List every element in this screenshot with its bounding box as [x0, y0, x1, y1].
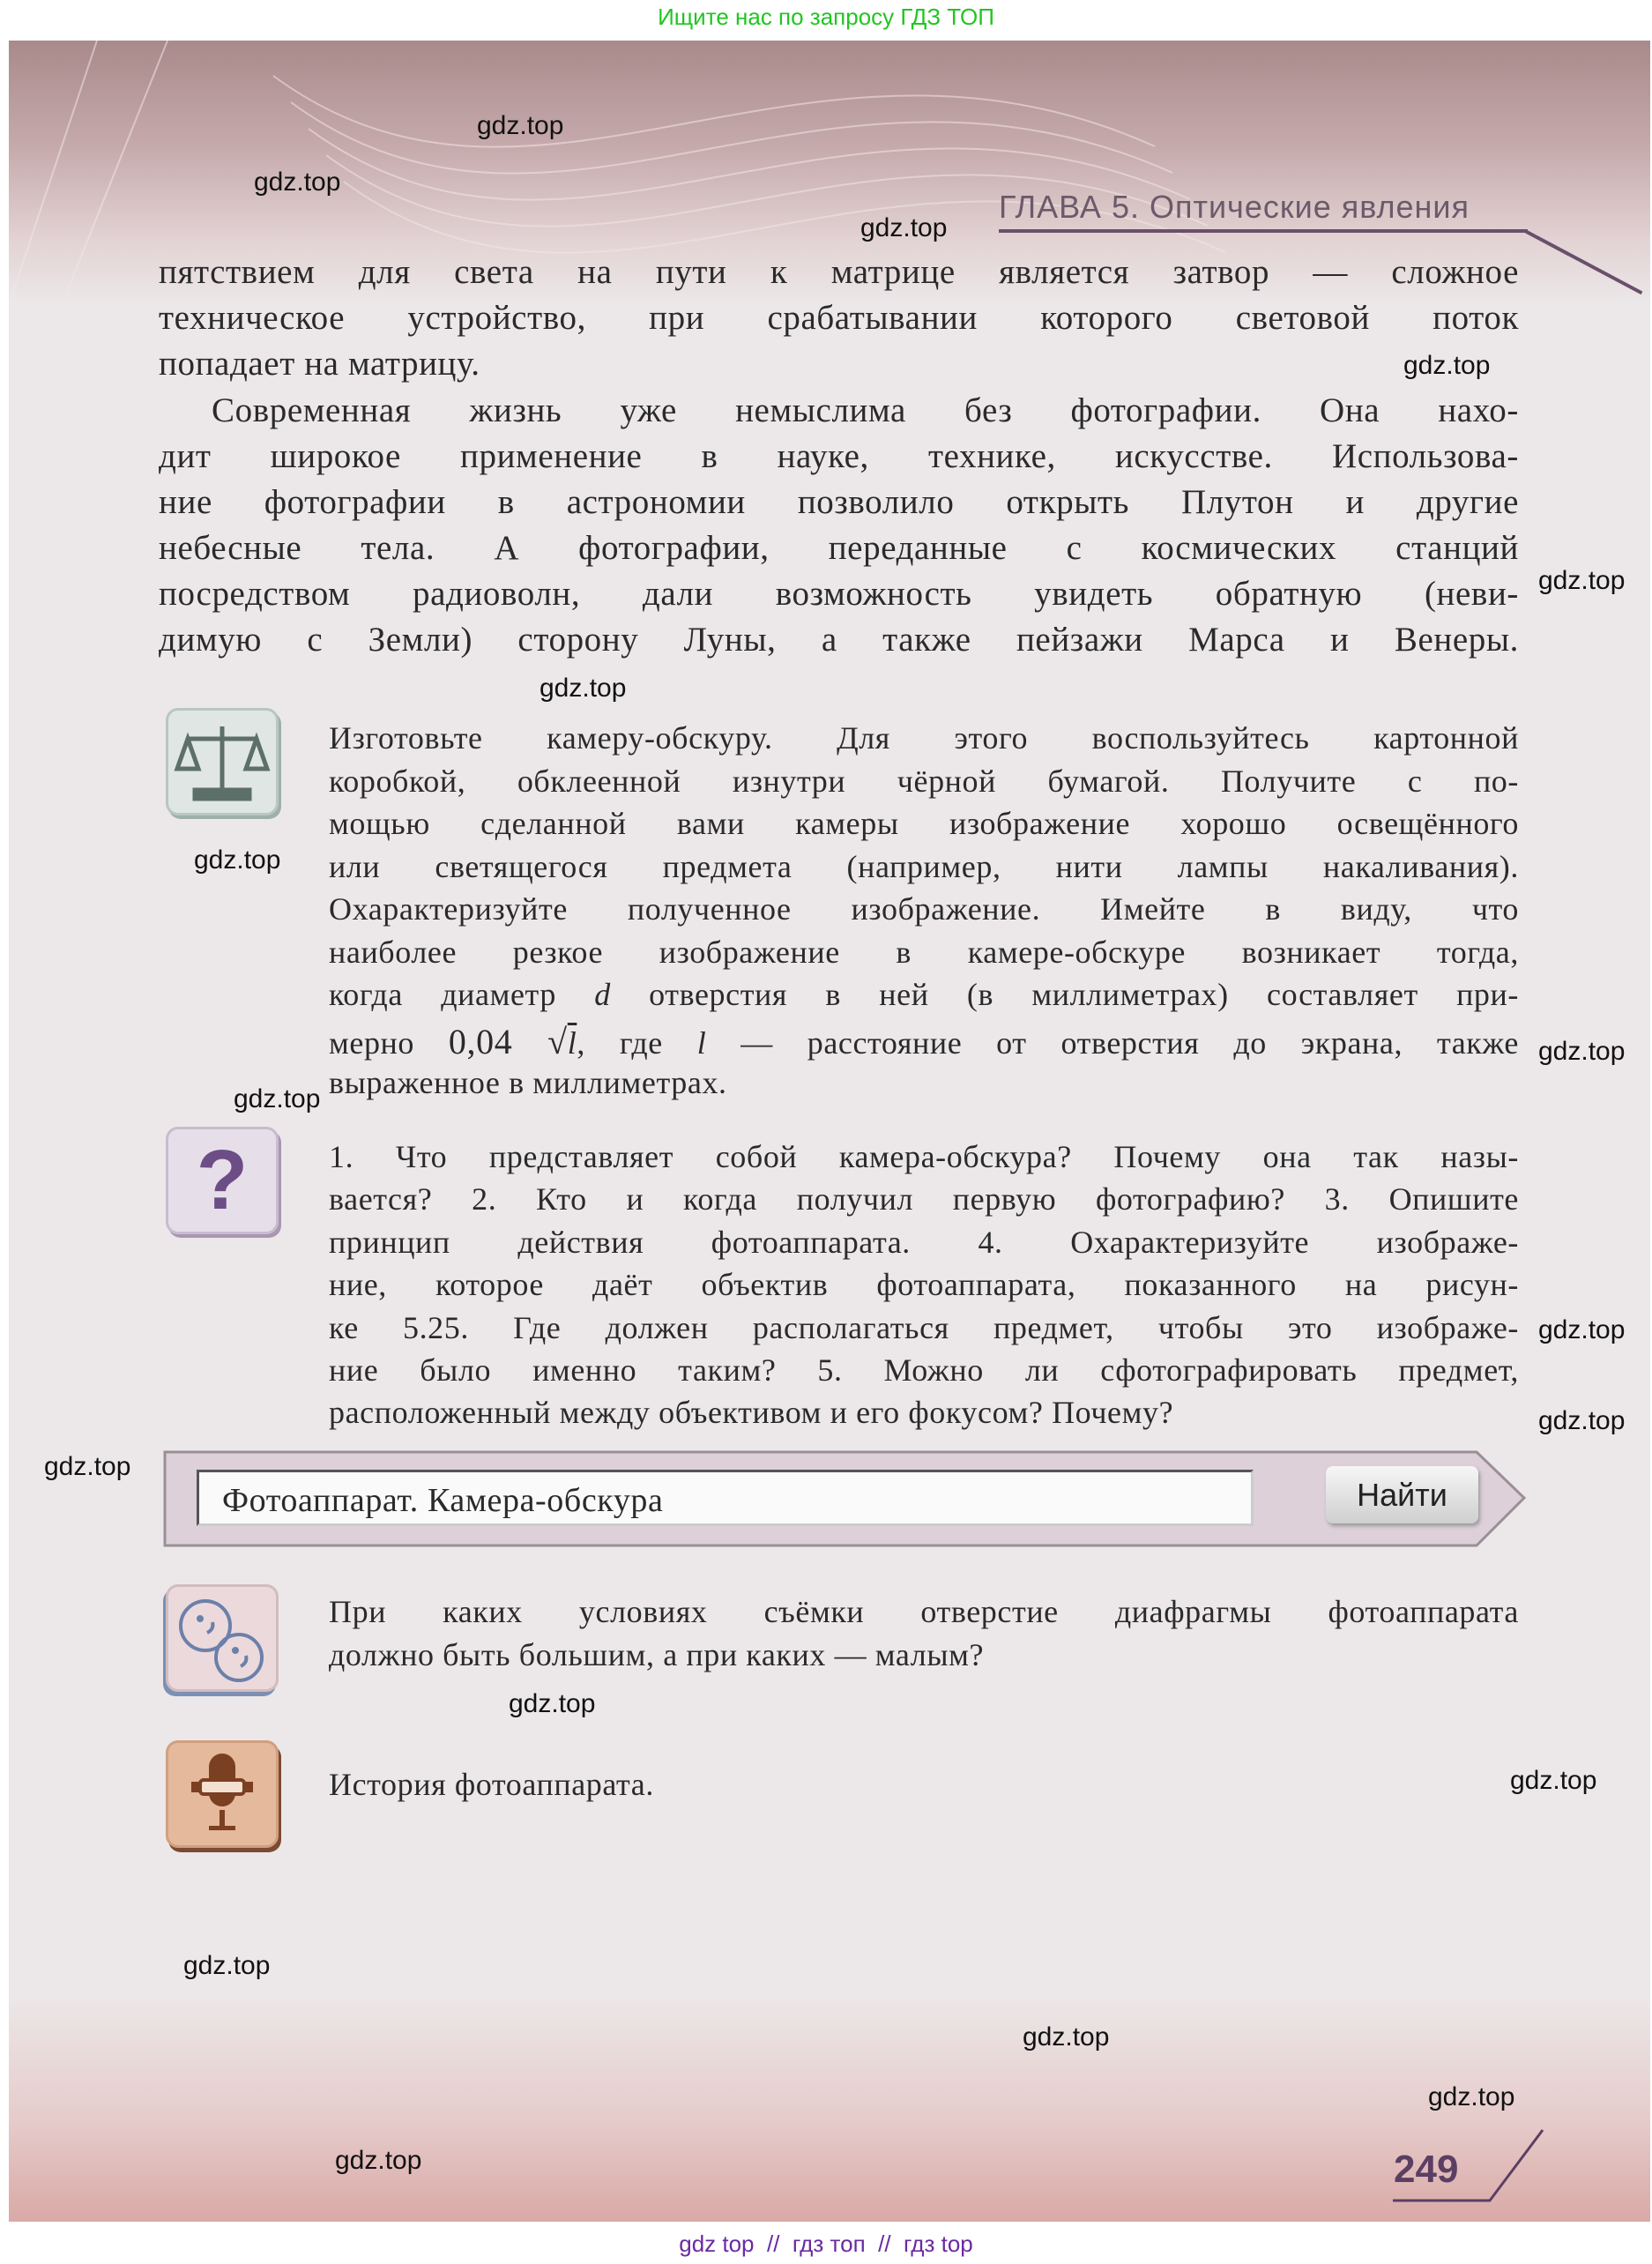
text-line: История фотоаппарата. [329, 1767, 654, 1802]
question-icon: ? [166, 1127, 279, 1234]
question-line: ке 5.25. Где должен располагаться предмет, чтобы это изображе- [329, 1310, 1519, 1345]
watermark: gdz.top [1538, 566, 1626, 595]
watermark: gdz.top [1510, 1766, 1597, 1795]
text-line: Изготовьте камеру-обскуру. Для этого воспользуйтесь картонной [329, 720, 1519, 756]
textbook-page [9, 41, 1650, 2222]
formula: 0,04 √ [448, 1022, 568, 1061]
chapter-title: ГЛАВА 5. Оптические явления [999, 189, 1470, 225]
question-line: расположенный между объективом и его фокусом? Почему? [329, 1395, 1174, 1430]
watermark: gdz.top [1023, 2022, 1110, 2052]
question-line: принцип действия фотоаппарата. 4. Охарактеризуйте изображе- [329, 1225, 1519, 1260]
text-line [329, 976, 1519, 1013]
bottom-banner-text: gdz top // гдз топ // гдз top [679, 2230, 973, 2257]
search-button[interactable]: Найти [1326, 1466, 1478, 1523]
text-line: небесные тела. А фотографии, переданные с космических станций [159, 529, 1519, 567]
text: отверстия в ней (в миллиметрах) составляет при- [610, 977, 1519, 1012]
text: — расстояние от отверстия до экрана, также [706, 1025, 1519, 1061]
chapter-underline [999, 229, 1528, 233]
watermark: gdz.top [194, 845, 281, 875]
text-line: дит широкое применение в науке, технике, искусстве. Использова- [159, 437, 1519, 475]
question-line: ние было именно таким? 5. Можно ли сфотографировать предмет, [329, 1352, 1519, 1388]
text-line: наиболее резкое изображение в камере-обскуре возникает тогда, [329, 935, 1519, 970]
watermark: gdz.top [335, 2146, 422, 2175]
text-line [329, 1021, 1519, 1062]
watermark: gdz.top [860, 213, 948, 242]
question-line: ние, которое даёт объектив фотоаппарата, показанного на рисун- [329, 1267, 1519, 1302]
text-line: пятствием для света на пути к матрице является затвор — сложное [159, 253, 1519, 291]
text-line: Охарактеризуйте полученное изображение. Имейте в виду, что [329, 891, 1519, 927]
text: мерно [329, 1025, 449, 1061]
variable-d: d [594, 977, 611, 1012]
watermark: gdz.top [1403, 351, 1491, 380]
scales-icon [166, 708, 279, 815]
text-line: Современная жизнь уже немыслима без фотографии. Она нахо- [212, 391, 1519, 429]
search-bar [163, 1449, 1526, 1548]
text: когда диаметр [329, 977, 595, 1012]
watermark: gdz.top [1538, 1037, 1626, 1066]
watermark: gdz.top [44, 1452, 131, 1481]
smiles-icon [166, 1584, 279, 1692]
text-line: или светящегося предмета (например, нити лампы накаливания). [329, 849, 1519, 884]
text-line: При каких условиях съёмки отверстие диафрагмы фотоаппарата [329, 1594, 1519, 1629]
watermark: gdz.top [477, 111, 564, 140]
text-line: техническое устройство, при срабатывании которого световой поток [159, 299, 1519, 337]
watermark: gdz.top [1538, 1406, 1626, 1435]
page-number-underline [1384, 2121, 1560, 2209]
watermark: gdz.top [540, 674, 627, 703]
text-line: мощью сделанной вами камеры изображение хорошо освещённого [329, 806, 1519, 841]
watermark: gdz.top [1428, 2082, 1515, 2111]
watermark: gdz.top [1538, 1315, 1626, 1344]
text-line: выраженное в миллиметрах. [329, 1065, 727, 1100]
watermark: gdz.top [183, 1951, 271, 1980]
text-line: димую с Земли) сторону Луны, а также пейзажи Марса и Венеры. [159, 621, 1519, 659]
variable-l: l [567, 1025, 577, 1061]
watermark: gdz.top [509, 1689, 596, 1718]
question-line: вается? 2. Кто и когда получил первую фотографию? 3. Опишите [329, 1181, 1519, 1217]
text-line: коробкой, обклеенной изнутри чёрной бумагой. Получите с по- [329, 763, 1519, 799]
search-input[interactable]: Фотоаппарат. Камера-обскура [197, 1470, 1254, 1526]
text-line: попадает на матрицу. [159, 345, 480, 383]
question-line: 1. Что представляет собой камера-обскура? Почему она так назы- [329, 1139, 1519, 1174]
variable-l: l [696, 1025, 707, 1061]
text-line: ние фотографии в астрономии позволило открыть Плутон и другие [159, 483, 1519, 521]
text-line: должно быть большим, а при каких — малым? [329, 1637, 985, 1672]
microphone-icon [166, 1740, 279, 1848]
watermark: gdz.top [234, 1084, 321, 1113]
top-banner-text: Ищите нас по запросу ГДЗ ТОП [658, 4, 994, 30]
watermark: gdz.top [254, 168, 341, 197]
page-number: 249 [1394, 2148, 1459, 2191]
text: , где [577, 1025, 697, 1061]
text-line: посредством радиоволн, дали возможность увидеть обратную (неви- [159, 575, 1519, 613]
